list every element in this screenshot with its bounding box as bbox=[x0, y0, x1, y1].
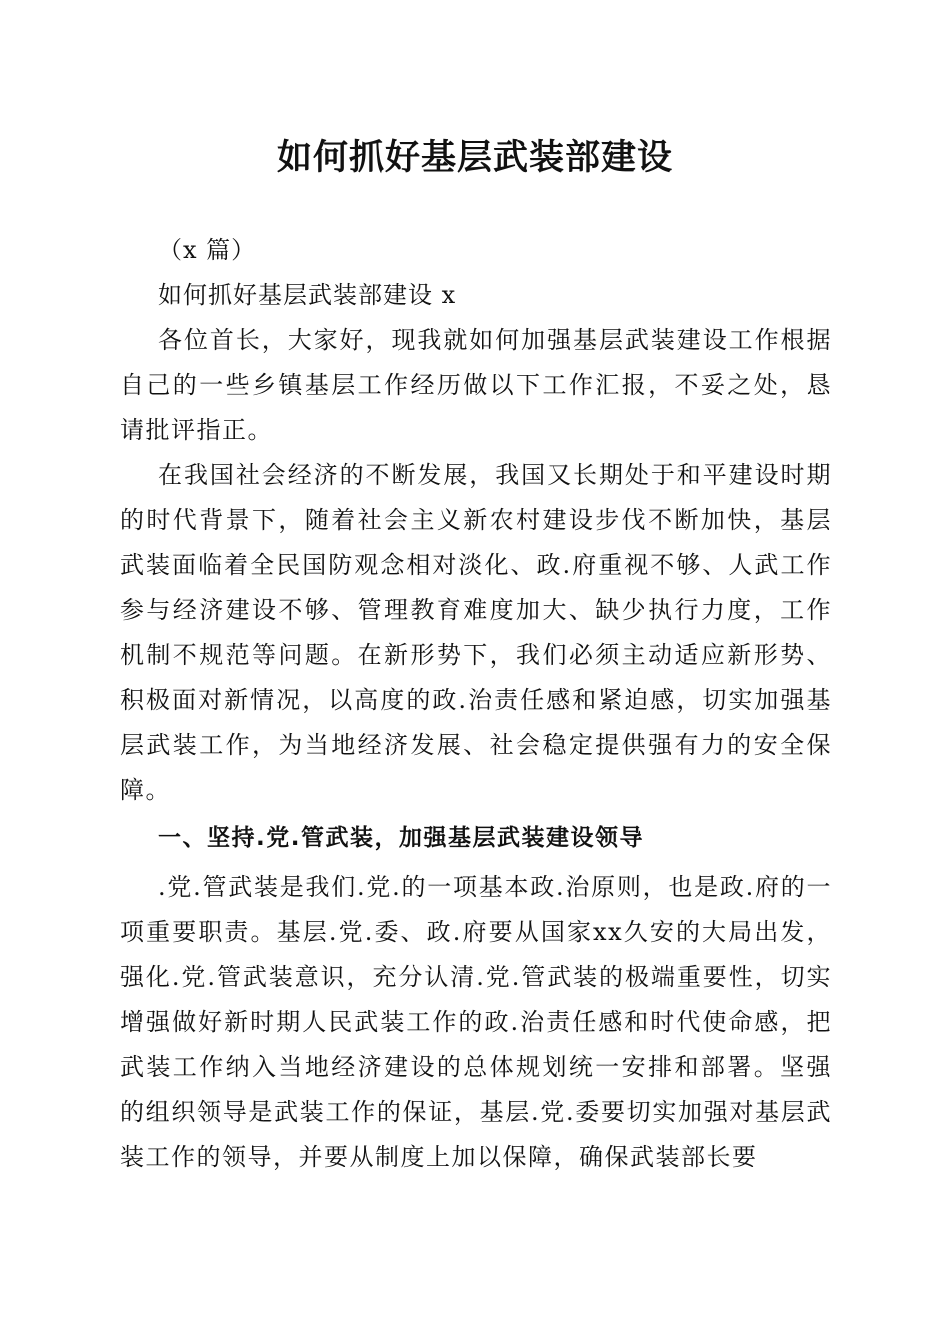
subtitle: （x 篇） bbox=[158, 236, 257, 264]
document-title: 如何抓好基层武装部建设 bbox=[276, 137, 673, 178]
document-body bbox=[120, 228, 832, 1180]
paragraph-background: 在我国社会经济的不断发展，我国又长期处于和平建设时期的时代背景下，随着社会主义新农村建设步伐不断加快，基层武装面临着全民国防观念相对淡化、政.府重视不够、人武工作参与经济建设不够、管理教育难度加大、缺少执行力度，工作机制不规范等问题。在新形势下，我们必须主动适应新形势、积极面对新情况，以高度的政.治责任感和紧迫感，切实加强基层武装工作，为当地经济发展、社会稳定提供强有力的安全保障。 bbox=[120, 461, 832, 804]
paragraph-section-one: .党.管武装是我们.党.的一项基本政.治原则，也是政.府的一项重要职责。基层.党.委、政.府要从国家xx久安的大局出发，强化.党.管武装意识，充分认清.党.管武装的极端重要性，切实增强做好新时期人民武装工作的政.治责任感和时代使命感，把武装工作纳入当地经济建设的总体规划统一安排和部署。坚强的组织领导是武装工作的保证，基层.党.委要切实加强对基层武装工作的领导，并要从制度上加以保障，确保武装部长要 bbox=[120, 873, 832, 1171]
paragraph-greeting: 各位首长，大家好，现我就如何加强基层武装建设工作根据自己的一些乡镇基层工作经历做以下工作汇报，不妥之处，恳请批评指正。 bbox=[120, 326, 832, 444]
section-heading: 一、坚持.党.管武装，加强基层武装建设领导 bbox=[158, 825, 644, 851]
doc-label: 如何抓好基层武装部建设 x bbox=[158, 281, 457, 309]
